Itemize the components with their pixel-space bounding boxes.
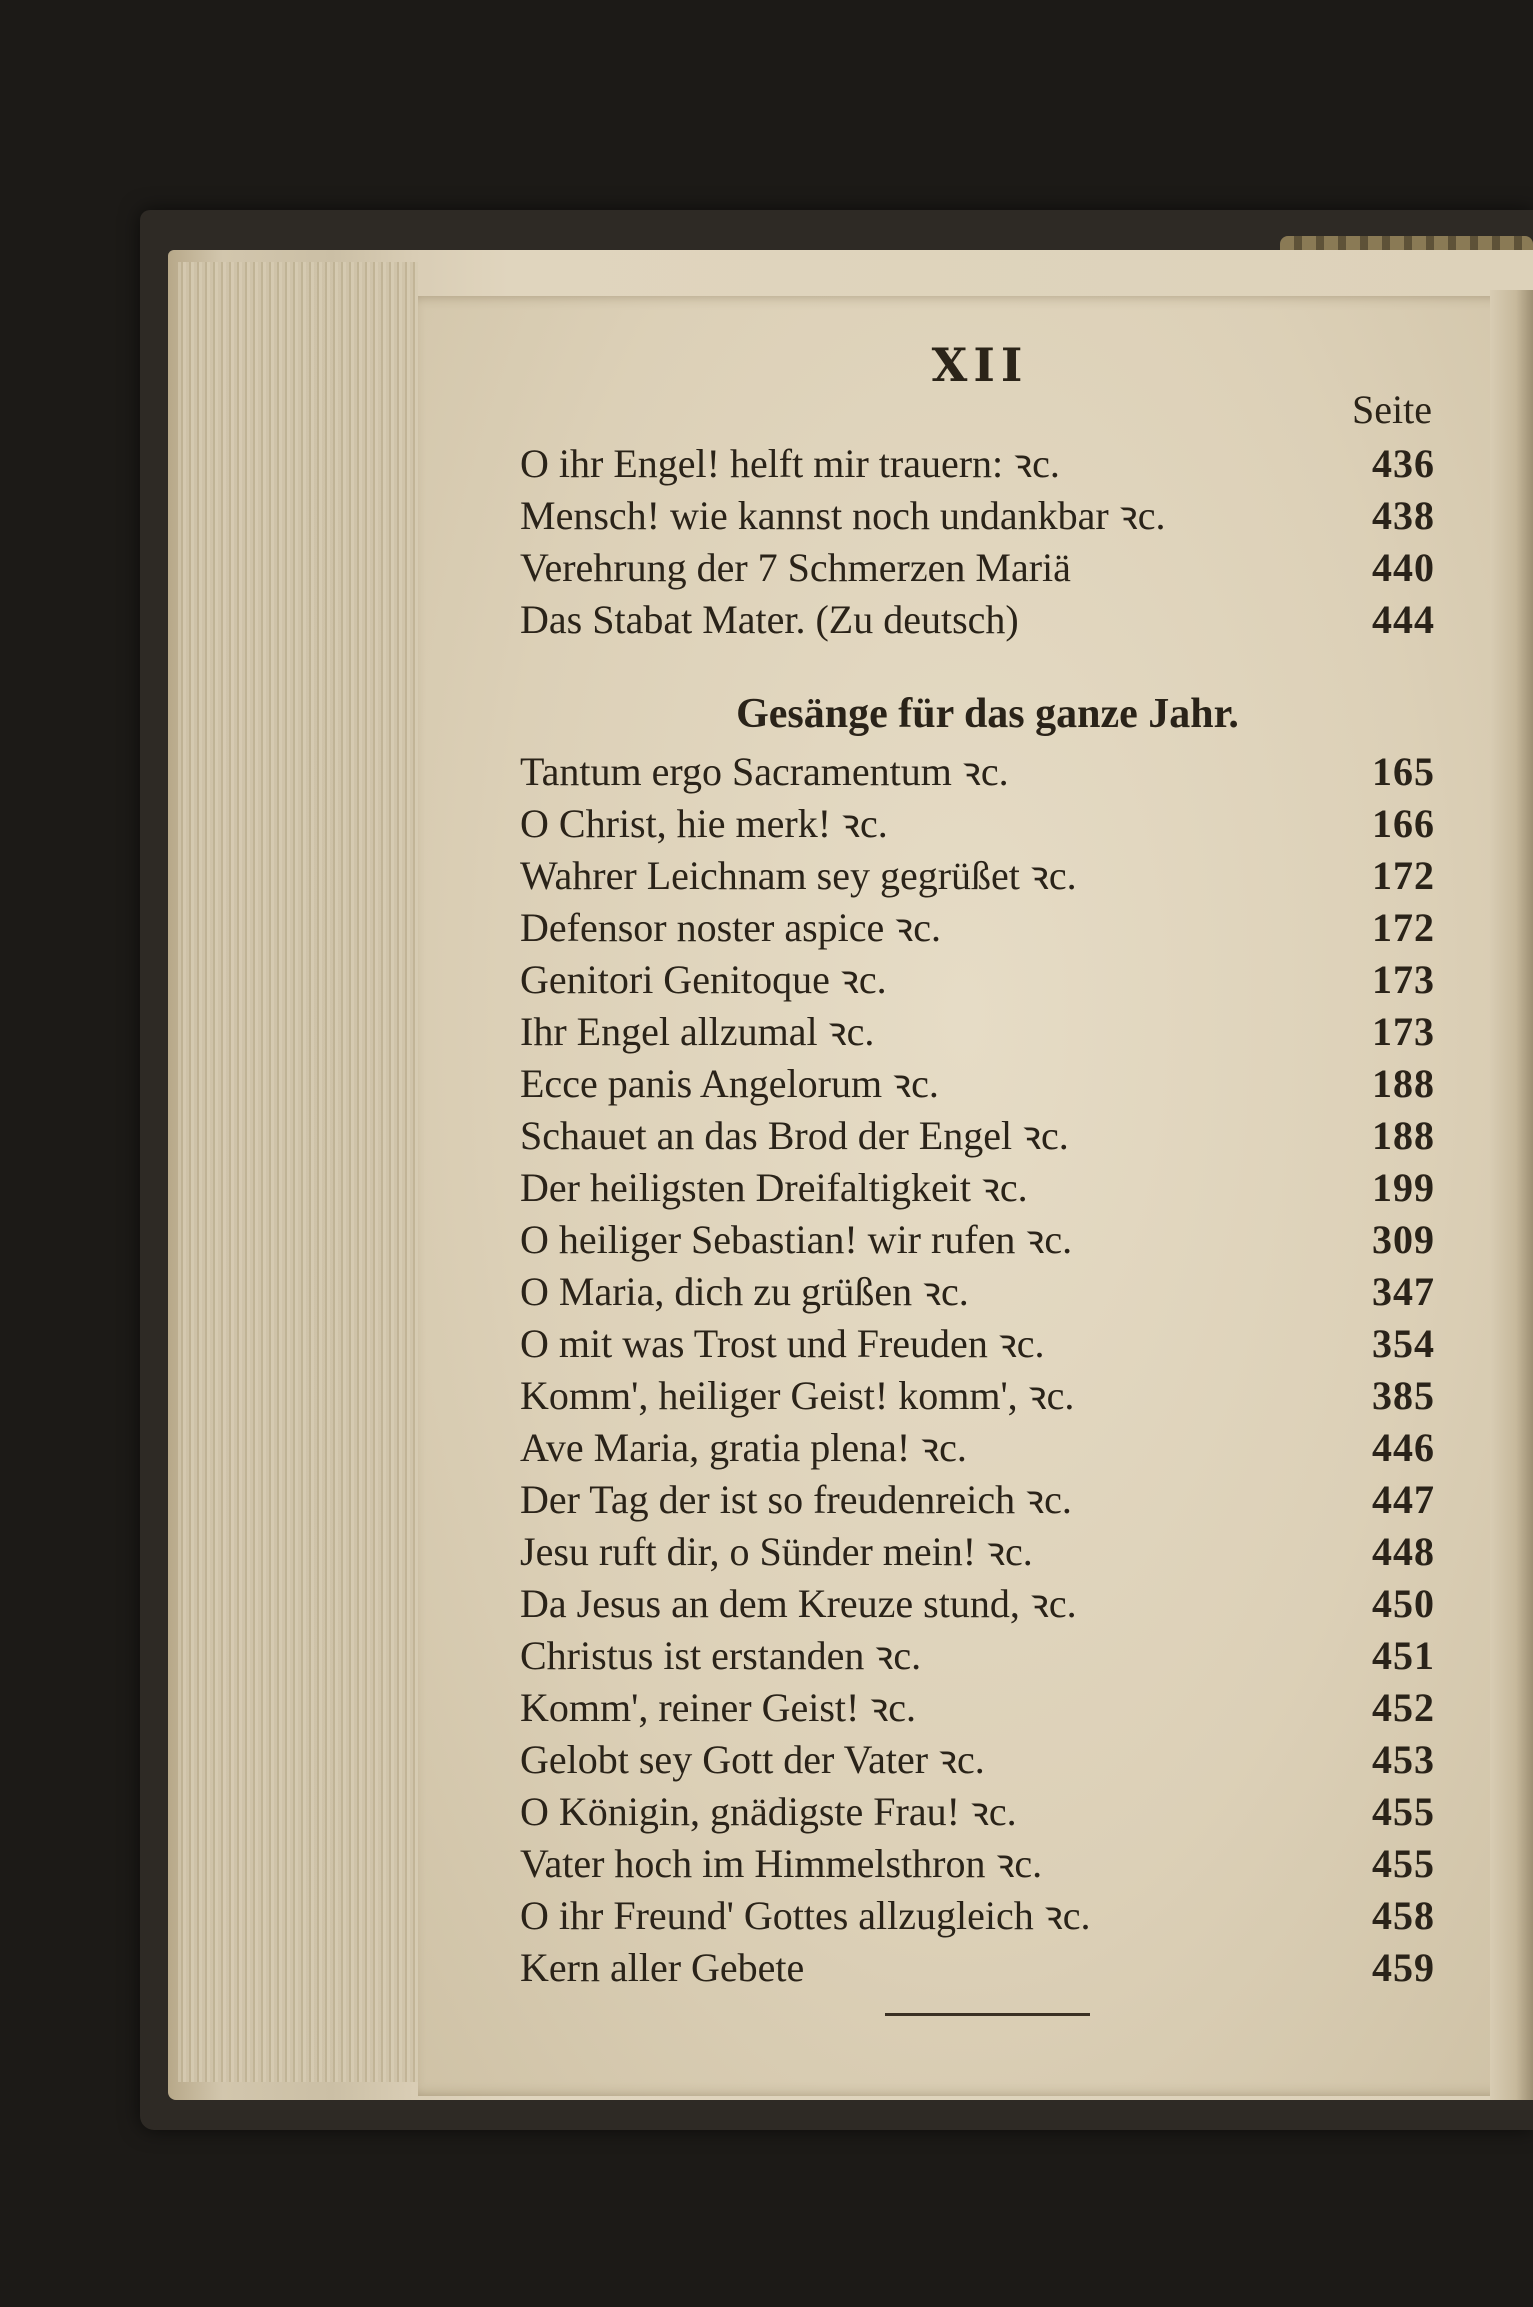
entry-title: Jesu ruft dir, o Sünder mein! ꝛc. [520,1529,1033,1574]
toc-entry [520,1006,1435,1058]
page-fore-edge [178,262,418,2082]
entry-page: 446 [1372,1425,1435,1470]
entry-title: Der heiligsten Dreifaltigkeit ꝛc. [520,1165,1028,1210]
entry-page: 172 [1372,853,1435,898]
entry-page: 447 [1372,1477,1435,1522]
toc-entry [520,1162,1435,1214]
entry-title: O Christ, hie merk! ꝛc. [520,801,888,846]
entry-page: 354 [1372,1321,1435,1366]
entry-page: 173 [1372,1009,1435,1054]
entry-title: Der Tag der ist so freudenreich ꝛc. [520,1477,1072,1522]
entry-page: 165 [1372,749,1435,794]
toc-entry [520,746,1435,798]
entry-title: Ecce panis Angelorum ꝛc. [520,1061,939,1106]
entry-title: Komm', heiliger Geist! komm', ꝛc. [520,1373,1075,1418]
entry-page: 347 [1372,1269,1435,1314]
entry-page: 385 [1372,1373,1435,1418]
entry-title: Da Jesus an dem Kreuze stund, ꝛc. [520,1581,1077,1626]
section-heading: Gesänge für das ganze Jahr. [736,691,1239,737]
entry-page: 440 [1372,545,1435,590]
toc-entry [520,1838,1435,1890]
toc-entry [520,1370,1435,1422]
entry-page: 453 [1372,1737,1435,1782]
page-column-label: Seite [1352,387,1432,432]
toc-entry [520,1266,1435,1318]
entry-page: 455 [1372,1841,1435,1886]
toc-entry [520,798,1435,850]
entry-title: Mensch! wie kannst noch undankbar ꝛc. [520,493,1166,538]
toc-entry [520,1942,1435,1994]
toc-entry [520,1318,1435,1370]
entry-page: 459 [1372,1945,1435,1990]
entry-page: 458 [1372,1893,1435,1938]
entry-title: Verehrung der 7 Schmerzen Mariä [520,545,1071,590]
page-gutter [1490,290,1533,2100]
entry-title: O Königin, gnädigste Frau! ꝛc. [520,1789,1017,1834]
page-number: XII [931,338,1029,392]
entry-page: 172 [1372,905,1435,950]
entry-page: 188 [1372,1113,1435,1158]
entry-title: Gelobt sey Gott der Vater ꝛc. [520,1737,985,1782]
entry-page: 173 [1372,957,1435,1002]
entry-title: Tantum ergo Sacramentum ꝛc. [520,749,1009,794]
entry-title: O heiliger Sebastian! wir rufen ꝛc. [520,1217,1073,1262]
toc-entry [520,1110,1435,1162]
entry-title: Ave Maria, gratia plena! ꝛc. [520,1425,967,1470]
toc-entry [520,850,1435,902]
entry-title: Kern aller Gebete [520,1945,805,1990]
closing-rule [885,2013,1090,2016]
toc-entry [520,594,1435,646]
toc-entry [520,1734,1435,1786]
entry-page: 199 [1372,1165,1435,1210]
entry-title: Vater hoch im Himmelsthron ꝛc. [520,1841,1043,1886]
toc-entry [520,1058,1435,1110]
entry-page: 451 [1372,1633,1435,1678]
toc-entry [520,1422,1435,1474]
entry-title: O mit was Trost und Freuden ꝛc. [520,1321,1045,1366]
entry-page: 452 [1372,1685,1435,1730]
entry-title: Schauet an das Brod der Engel ꝛc. [520,1113,1069,1158]
entry-title: Christus ist erstanden ꝛc. [520,1633,922,1678]
toc-entry [520,542,1435,594]
toc-entry [520,954,1435,1006]
entry-page: 450 [1372,1581,1435,1626]
entry-title: Das Stabat Mater. (Zu deutsch) [520,597,1019,642]
entry-page: 438 [1372,493,1435,538]
toc-entry [520,1786,1435,1838]
entry-title: Ihr Engel allzumal ꝛc. [520,1009,875,1054]
toc-entry [520,1630,1435,1682]
entry-page: 188 [1372,1061,1435,1106]
entry-page: 436 [1372,441,1435,486]
toc-entry [520,1890,1435,1942]
toc-entry [520,1578,1435,1630]
entry-title: Genitori Genitoque ꝛc. [520,957,887,1002]
entry-page: 309 [1372,1217,1435,1262]
toc-entry [520,1214,1435,1266]
table-of-contents [520,438,1435,1994]
toc-entry [520,490,1435,542]
toc-entry [520,1526,1435,1578]
entry-title: O ihr Engel! helft mir trauern: ꝛc. [520,441,1060,486]
toc-entry [520,438,1435,490]
entry-page: 166 [1372,801,1435,846]
entry-page: 444 [1372,597,1435,642]
section-gap [520,646,1435,682]
entry-title: O Maria, dich zu grüßen ꝛc. [520,1269,969,1314]
entry-title: Wahrer Leichnam sey gegrüßet ꝛc. [520,853,1077,898]
entry-title: O ihr Freund' Gottes allzugleich ꝛc. [520,1893,1091,1938]
toc-entry [520,1682,1435,1734]
entry-title: Komm', reiner Geist! ꝛc. [520,1685,917,1730]
toc-entry [520,902,1435,954]
entry-page: 455 [1372,1789,1435,1834]
entry-title: Defensor noster aspice ꝛc. [520,905,942,950]
entry-page: 448 [1372,1529,1435,1574]
toc-entry [520,1474,1435,1526]
